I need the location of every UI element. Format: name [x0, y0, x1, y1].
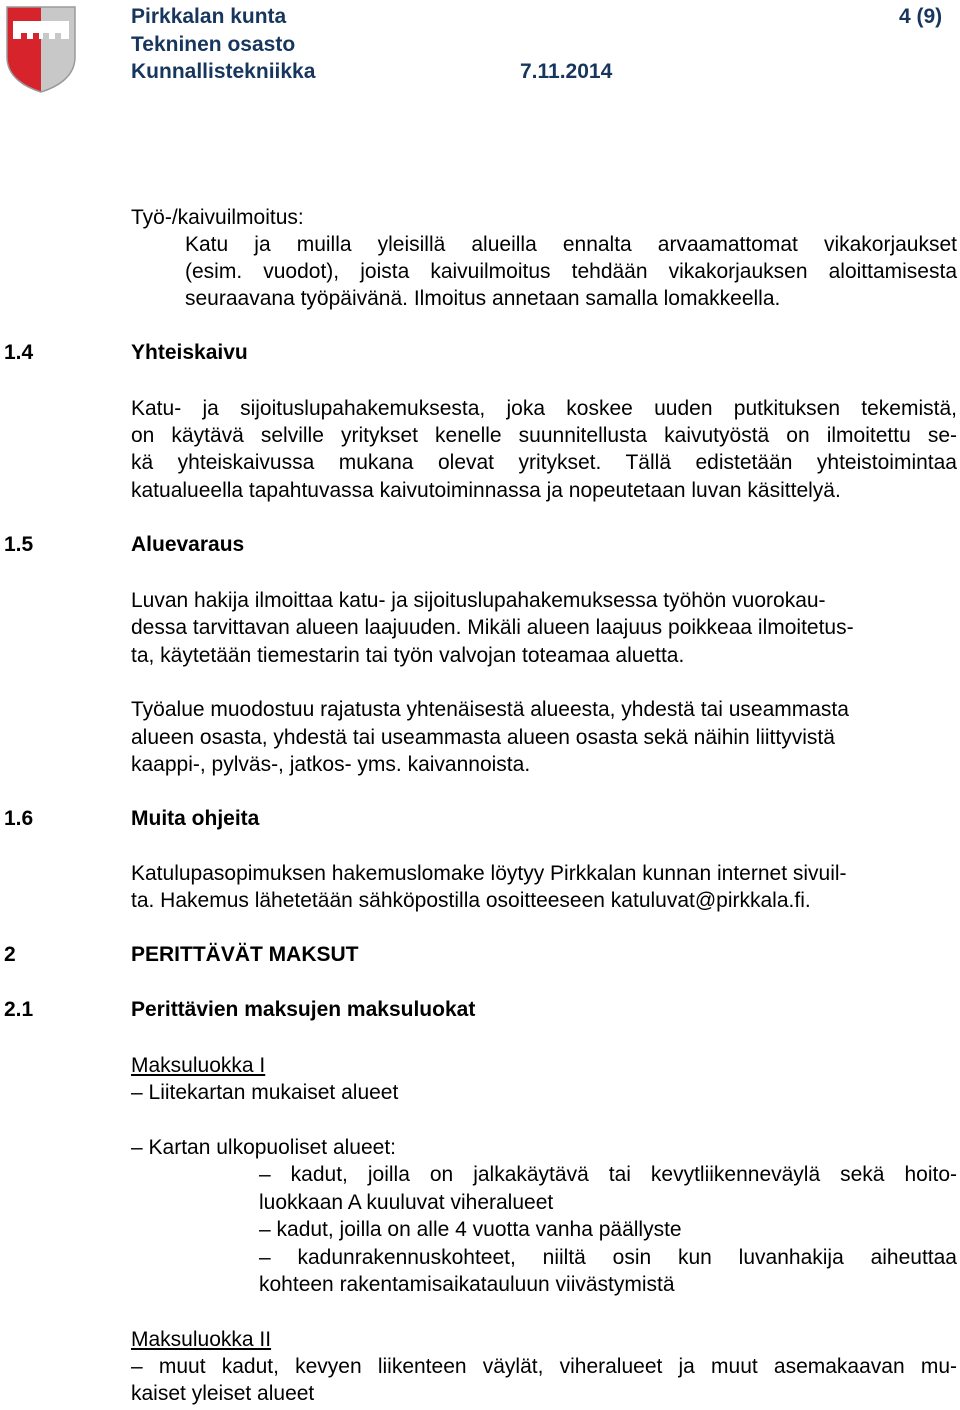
work-notice-title: Työ-/kaivuilmoitus: [131, 206, 304, 229]
fee-class-item: – Liitekartan mukaiset alueet [131, 1081, 399, 1104]
section-title: Perittävien maksujen maksuluokat [131, 998, 476, 1021]
paragraph-line: Katulupasopimuksen hakemuslomake löytyy Pirkkalan kunnan internet sivuil- [131, 862, 847, 885]
section-title: Yhteiskaivu [131, 341, 248, 364]
section-number: 1.4 [4, 341, 34, 364]
fee-class-title: Maksuluokka II [131, 1328, 272, 1351]
fee-class-title: Maksuluokka I [131, 1054, 266, 1077]
header-unit: Kunnallistekniikka [131, 60, 316, 83]
page-number: 4 (9) [899, 5, 943, 28]
section-number: 1.6 [4, 807, 34, 830]
work-notice-line: Katu ja muilla yleisillä alueilla ennalta arvaamattomat vikakorjaukset [185, 233, 957, 256]
paragraph-line: Katu- ja sijoituslupahakemuksesta, joka koskee uuden putkituksen tekemistä, [131, 397, 957, 420]
paragraph-line: dessa tarvittavan alueen laajuuden. Mikäli alueen laajuus poikkeaa ilmoitetus- [131, 616, 854, 639]
fee-class-item: – Kartan ulkopuoliset alueet: [131, 1136, 397, 1159]
fee-class-item: kaiset yleiset alueet [131, 1382, 315, 1405]
fee-class-subitem: kohteen rakentamisaikatauluun viivästymistä [259, 1273, 675, 1296]
paragraph-line: Luvan hakija ilmoittaa katu- ja sijoituslupahakemuksessa työhön vuorokau- [131, 589, 826, 612]
paragraph-line: kä yhteiskaivussa mukana olevat yritykset. Tällä edistetään yhteistoimintaa [131, 451, 957, 474]
fee-class-subitem: – kadunrakennuskohteet, niiltä osin kun luvanhakija aiheuttaa [259, 1246, 957, 1269]
header-department: Tekninen osasto [131, 33, 296, 56]
work-notice-line: seuraavana työpäivänä. Ilmoitus annetaan samalla lomakkeella. [185, 287, 781, 310]
paragraph-line: on käytävä selville yritykset kenelle suunnitellusta kaivutyöstä on ilmoitettu se- [131, 424, 957, 447]
chapter-number: 2 [4, 943, 16, 966]
paragraph-line: kaappi-, pylväs-, jatkos- yms. kaivannoista. [131, 753, 531, 776]
section-number: 2.1 [4, 998, 34, 1021]
header-municipality: Pirkkalan kunta [131, 5, 287, 28]
paragraph-line: ta, käytetään tiemestarin tai työn valvojan toteamaa aluetta. [131, 644, 685, 667]
coat-of-arms-icon [5, 5, 77, 93]
section-title: Aluevaraus [131, 533, 245, 556]
paragraph-line: ta. Hakemus lähetetään sähköpostilla osoitteeseen katuluvat@pirkkala.fi. [131, 889, 811, 912]
paragraph-line: alueen osasta, yhdestä tai useammasta alueen osasta sekä näihin liittyvistä [131, 726, 835, 749]
chapter-title: PERITTÄVÄT MAKSUT [131, 943, 359, 966]
header-date: 7.11.2014 [520, 60, 613, 83]
fee-class-subitem: – kadut, joilla on jalkakäytävä tai kevytliikenneväylä sekä hoito- [259, 1163, 957, 1186]
paragraph-line: Työalue muodostuu rajatusta yhtenäisestä alueesta, yhdestä tai useammasta [131, 698, 849, 721]
fee-class-subitem: – kadut, joilla on alle 4 vuotta vanha päällyste [259, 1218, 682, 1241]
fee-class-subitem: luokkaan A kuuluvat viheralueet [259, 1191, 554, 1214]
work-notice-line: (esim. vuodot), joista kaivuilmoitus tehdään vikakorjauksen aloittamisesta [185, 260, 957, 283]
paragraph-line: katualueella tapahtuvassa kaivutoiminnassa ja nopeutetaan luvan käsittelyä. [131, 479, 841, 502]
fee-class-item: – muut kadut, kevyen liikenteen väylät, viheralueet ja muut asemakaavan mu- [131, 1355, 957, 1378]
section-title: Muita ohjeita [131, 807, 260, 830]
section-number: 1.5 [4, 533, 34, 556]
